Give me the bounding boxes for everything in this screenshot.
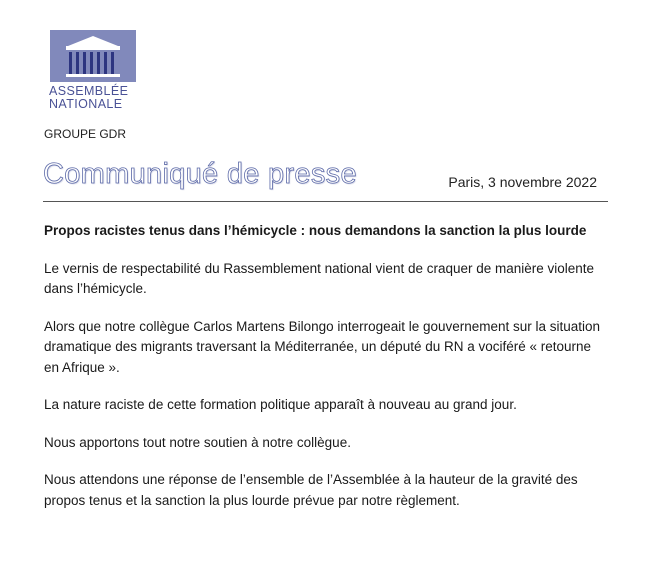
headline: Propos racistes tenus dans l’hémicycle : nous demandons la sanction la plus lourde [44, 223, 587, 238]
hemicycle-emblem-icon [50, 30, 136, 82]
logo-line-1: ASSEMBLÉE [49, 84, 129, 98]
logo-line-2: NATIONALE [49, 97, 123, 111]
page-title: Communiqué de presse [43, 158, 357, 190]
paragraph: Nous attendons une réponse de l’ensemble de l’Assemblée à la hauteur de la gravité des propos tenus et la sanction la plus lourde prévue par notre règlement. [44, 472, 578, 508]
press-release-body [44, 221, 604, 528]
paragraph: Alors que notre collègue Carlos Martens Bilongo interrogeait le gouvernement sur la situation dramatique des migrants traversant la Méditerranée, un député du RN a vociféré « retourne en Afrique ». [44, 318, 601, 375]
header-divider [43, 201, 608, 202]
group-label: GROUPE GDR [44, 127, 127, 141]
paragraph: Nous apportons tout notre soutien à notre collègue. [44, 434, 351, 450]
paragraph: Le vernis de respectabilité du Rassemblement national vient de craquer de manière violente dans l’hémicycle. [44, 260, 595, 296]
paragraph: La nature raciste de cette formation politique apparaît à nouveau au grand jour. [44, 397, 517, 412]
date-line: Paris, 3 novembre 2022 [448, 174, 597, 190]
assemblee-nationale-logo [46, 30, 142, 111]
